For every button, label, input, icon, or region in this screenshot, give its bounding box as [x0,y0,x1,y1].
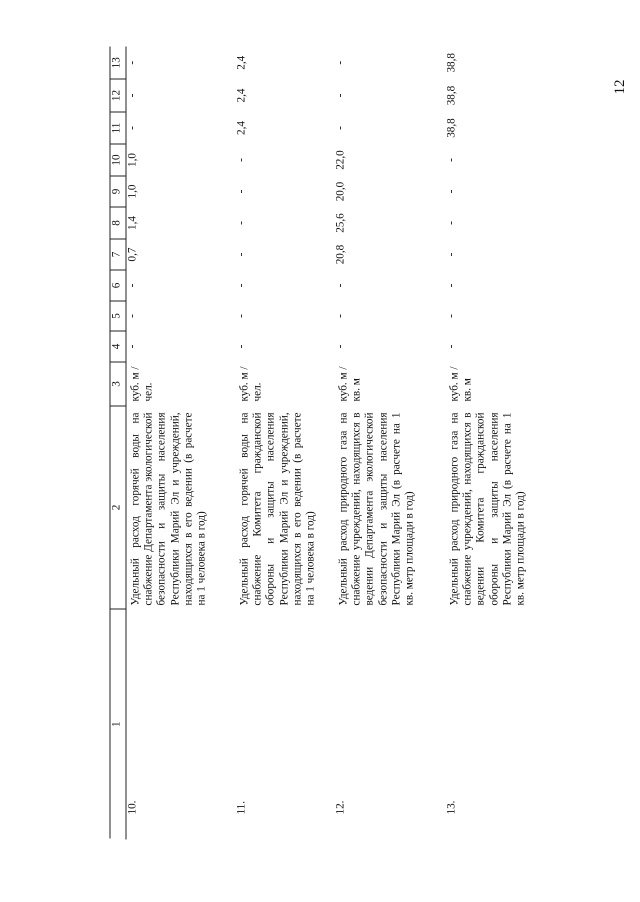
value-cell: 20,0 [335,176,446,207]
value-cell: - [446,144,543,176]
value-cell: - [126,47,236,79]
column-number: 12 [110,79,126,112]
value-cell: - [446,270,543,301]
row-number [446,609,543,839]
value-cell: - [236,239,335,270]
value-cell: 38,8 [446,79,543,112]
row-index: 10. [126,800,139,815]
value-cell: - [236,207,335,239]
value-cell: - [126,301,236,331]
value-cell: - [126,270,236,301]
value-cell: 1,0 [126,176,236,207]
value-cell: 38,8 [446,112,543,144]
column-number: 13 [110,47,126,79]
column-number: 9 [110,176,126,207]
value-cell: - [236,331,335,362]
column-number: 10 [110,144,126,176]
column-number: 7 [110,239,126,270]
value-cell: - [126,112,236,144]
value-cell: 20,8 [335,239,446,270]
value-cell: - [236,301,335,331]
consumption-table [110,47,543,840]
value-cell: 38,8 [446,47,543,79]
value-cell: - [335,47,446,79]
column-number-row [110,47,126,839]
column-number: 3 [110,362,126,406]
value-cell: - [446,239,543,270]
value-cell: 25,6 [335,207,446,239]
table-row [446,47,543,839]
value-cell: - [126,79,236,112]
value-cell: - [236,144,335,176]
value-cell: - [126,331,236,362]
value-cell: 22,0 [335,144,446,176]
row-index: 11. [235,800,248,815]
row-number [335,609,446,839]
column-number: 6 [110,270,126,301]
column-number: 5 [110,301,126,331]
value-cell: - [446,301,543,331]
value-cell: 2,4 [236,112,335,144]
value-cell: 1,0 [126,144,236,176]
unit-cell: куб. м / кв. м [335,362,446,406]
value-cell: 2,4 [236,47,335,79]
unit-cell: куб. м / чел. [126,362,236,406]
page-number: 12 [612,79,628,95]
value-cell: - [446,176,543,207]
row-description-cell: Удельный расход природного газа на снабжение учреждений, находящихся в ведении Комитета гражданской обороны и защиты населения Республики Марий Эл (в расчете на 1 кв. метр площади в год) [446,406,543,609]
column-number: 8 [110,207,126,239]
value-cell: - [236,176,335,207]
row-index: 13. [445,800,458,815]
row-description-cell: Удельный расход природного газа на снабжение учреждений, находящихся в ведении Департамента экологической безопасности и защиты населения Республики Марий Эл (в расчете на 1 кв. метр площади в год) [335,406,446,609]
row-number [126,609,236,839]
value-cell: - [446,331,543,362]
row-number [236,609,335,839]
rotated-table-sheet [110,52,527,840]
value-cell: 0,7 [126,239,236,270]
unit-cell: куб. м / кв. м [446,362,543,406]
column-number: 1 [110,609,126,839]
value-cell: 2,4 [236,79,335,112]
unit-cell: куб. м / чел. [236,362,335,406]
value-cell: - [335,270,446,301]
table-row [335,47,446,839]
value-cell: - [446,207,543,239]
row-index: 12. [334,800,347,815]
value-cell: - [335,331,446,362]
row-description-cell: Удельный расход горячей воды на снабжение Департамента экологической безопасности и защиты населения Республики Марий Эл и учреждений, находящихся в его ведении (в расчете на 1 человека в год) [126,406,236,609]
row-description-cell: Удельный расход горячей воды на снабжение Комитета гражданской обороны и защиты населения Республики Марий Эл и учреждений, находящихся в его ведении (в расчете на 1 человека в год) [236,406,335,609]
column-number: 2 [110,406,126,609]
value-cell: - [236,270,335,301]
table-row [126,47,236,839]
column-number: 11 [110,112,126,144]
table-row [236,47,335,839]
column-number: 4 [110,331,126,362]
value-cell: 1,4 [126,207,236,239]
value-cell: - [335,112,446,144]
value-cell: - [335,301,446,331]
value-cell: - [335,79,446,112]
